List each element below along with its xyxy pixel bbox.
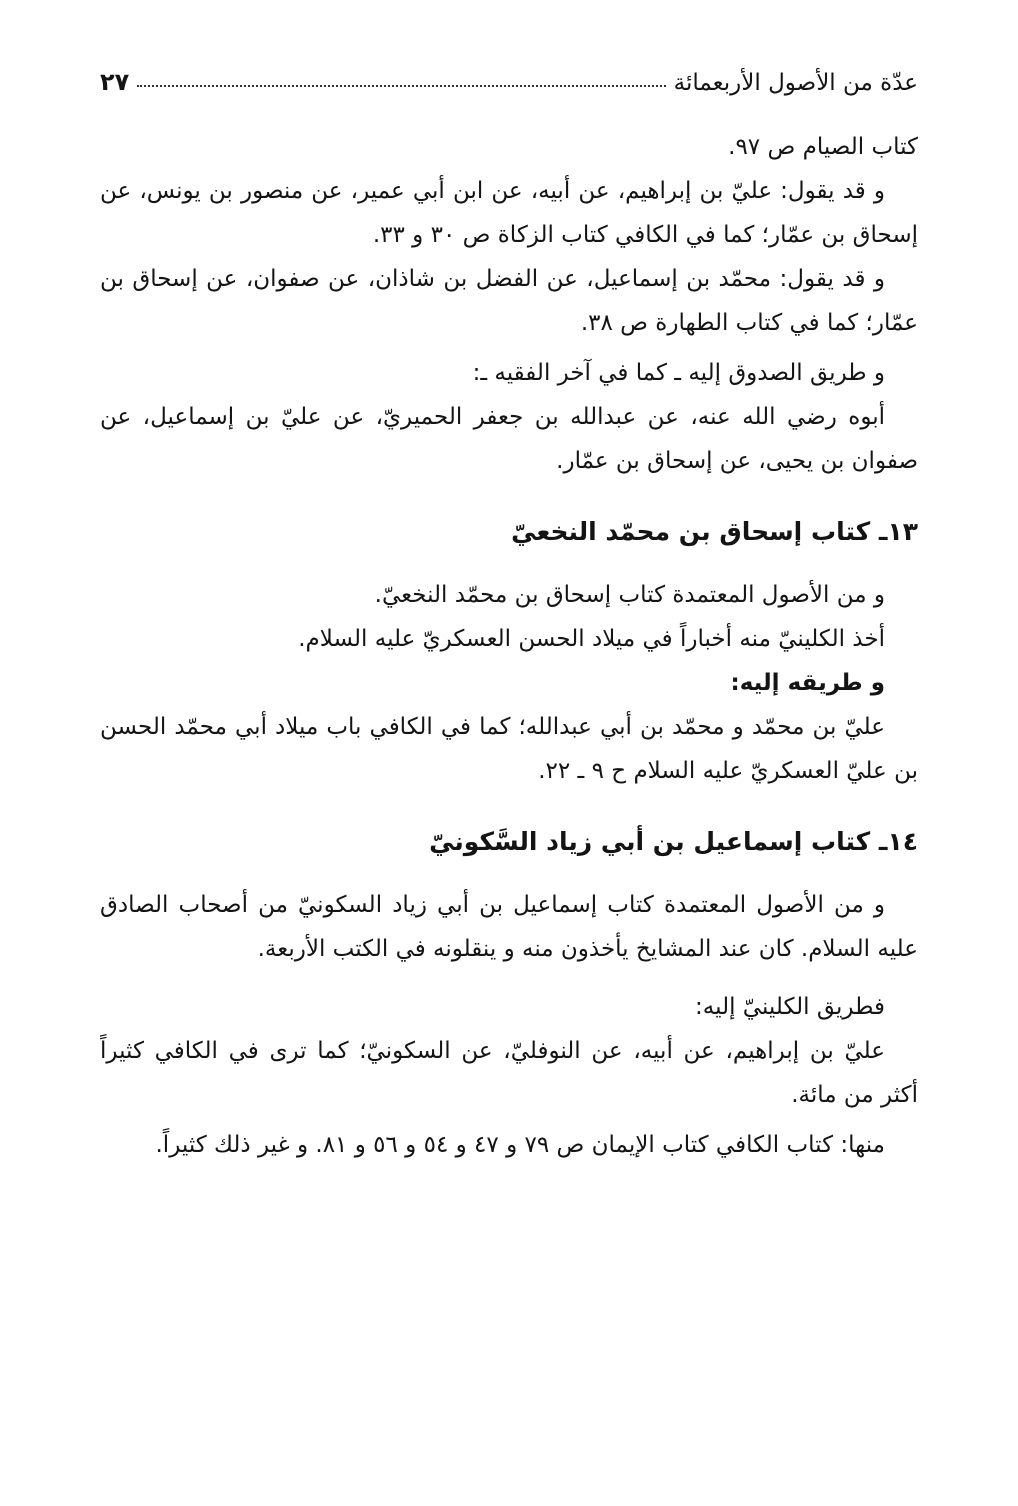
section-heading: ١٣ـ كتاب إسحاق بن محمّد النخعيّ: [511, 517, 918, 546]
paragraph: عليّ بن إبراهيم، عن أبيه، عن النوفليّ، عن السكونيّ؛ كما ترى في الكافي كثيراً أكثر من مائة.: [100, 1038, 918, 1108]
paragraph: أبوه رضي الله عنه، عن عبدالله بن جعفر الحميريّ، عن عليّ بن إسماعيل، عن صفوان بن يحيى، عن إسحاق بن عمّار.: [100, 404, 918, 474]
paragraph: و قد يقول: عليّ بن إبراهيم، عن أبيه، عن ابن أبي عمير، عن منصور بن يونس، عن إسحاق بن عمّار؛ كما في الكافي كتاب الزكاة ص ٣٠ و ٣٣.: [100, 178, 918, 248]
paragraph: فطريق الكلينيّ إليه:: [695, 994, 885, 1020]
header-title: عدّة من الأصول الأربعمائة: [673, 70, 918, 96]
paragraph: كتاب الصيام ص ٩٧.: [728, 134, 918, 160]
paragraph: و طريق الصدوق إليه ـ كما في آخر الفقيه ـ:: [472, 360, 885, 386]
page-number: ٢٧: [100, 68, 130, 96]
section-heading: ١٤ـ كتاب إسماعيل بن أبي زياد السَّكونيّ: [429, 827, 918, 856]
header-dot-leader: [137, 85, 665, 87]
paragraph: و من الأصول المعتمدة كتاب إسحاق بن محمّد النخعيّ.: [374, 582, 885, 608]
running-header: [100, 52, 918, 96]
paragraph: و من الأصول المعتمدة كتاب إسماعيل بن أبي زياد السكونيّ من أصحاب الصادق عليه السلام. كان عند المشايخ يأخذون منه و ينقلونه في الكتب الأربعة.: [100, 892, 918, 962]
page-body: [100, 125, 918, 1167]
paragraph: منها: كتاب الكافي كتاب الإيمان ص ٧٩ و ٤٧ و ٥٤ و ٥٦ و ٨١. و غير ذلك كثيراً.: [155, 1132, 885, 1158]
paragraph: و قد يقول: محمّد بن إسماعيل، عن الفضل بن شاذان، عن صفوان، عن إسحاق بن عمّار؛ كما في كتاب الطهارة ص ٣٨.: [100, 266, 918, 336]
paragraph: عليّ بن محمّد و محمّد بن أبي عبدالله؛ كما في الكافي باب ميلاد أبي محمّد الحسن بن عليّ العسكريّ عليه السلام ح ٩ ـ ٢٢.: [100, 714, 918, 784]
paragraph: أخذ الكلينيّ منه أخباراً في ميلاد الحسن العسكريّ عليه السلام.: [298, 626, 885, 652]
paragraph: و طريقه إليه:: [730, 670, 885, 696]
